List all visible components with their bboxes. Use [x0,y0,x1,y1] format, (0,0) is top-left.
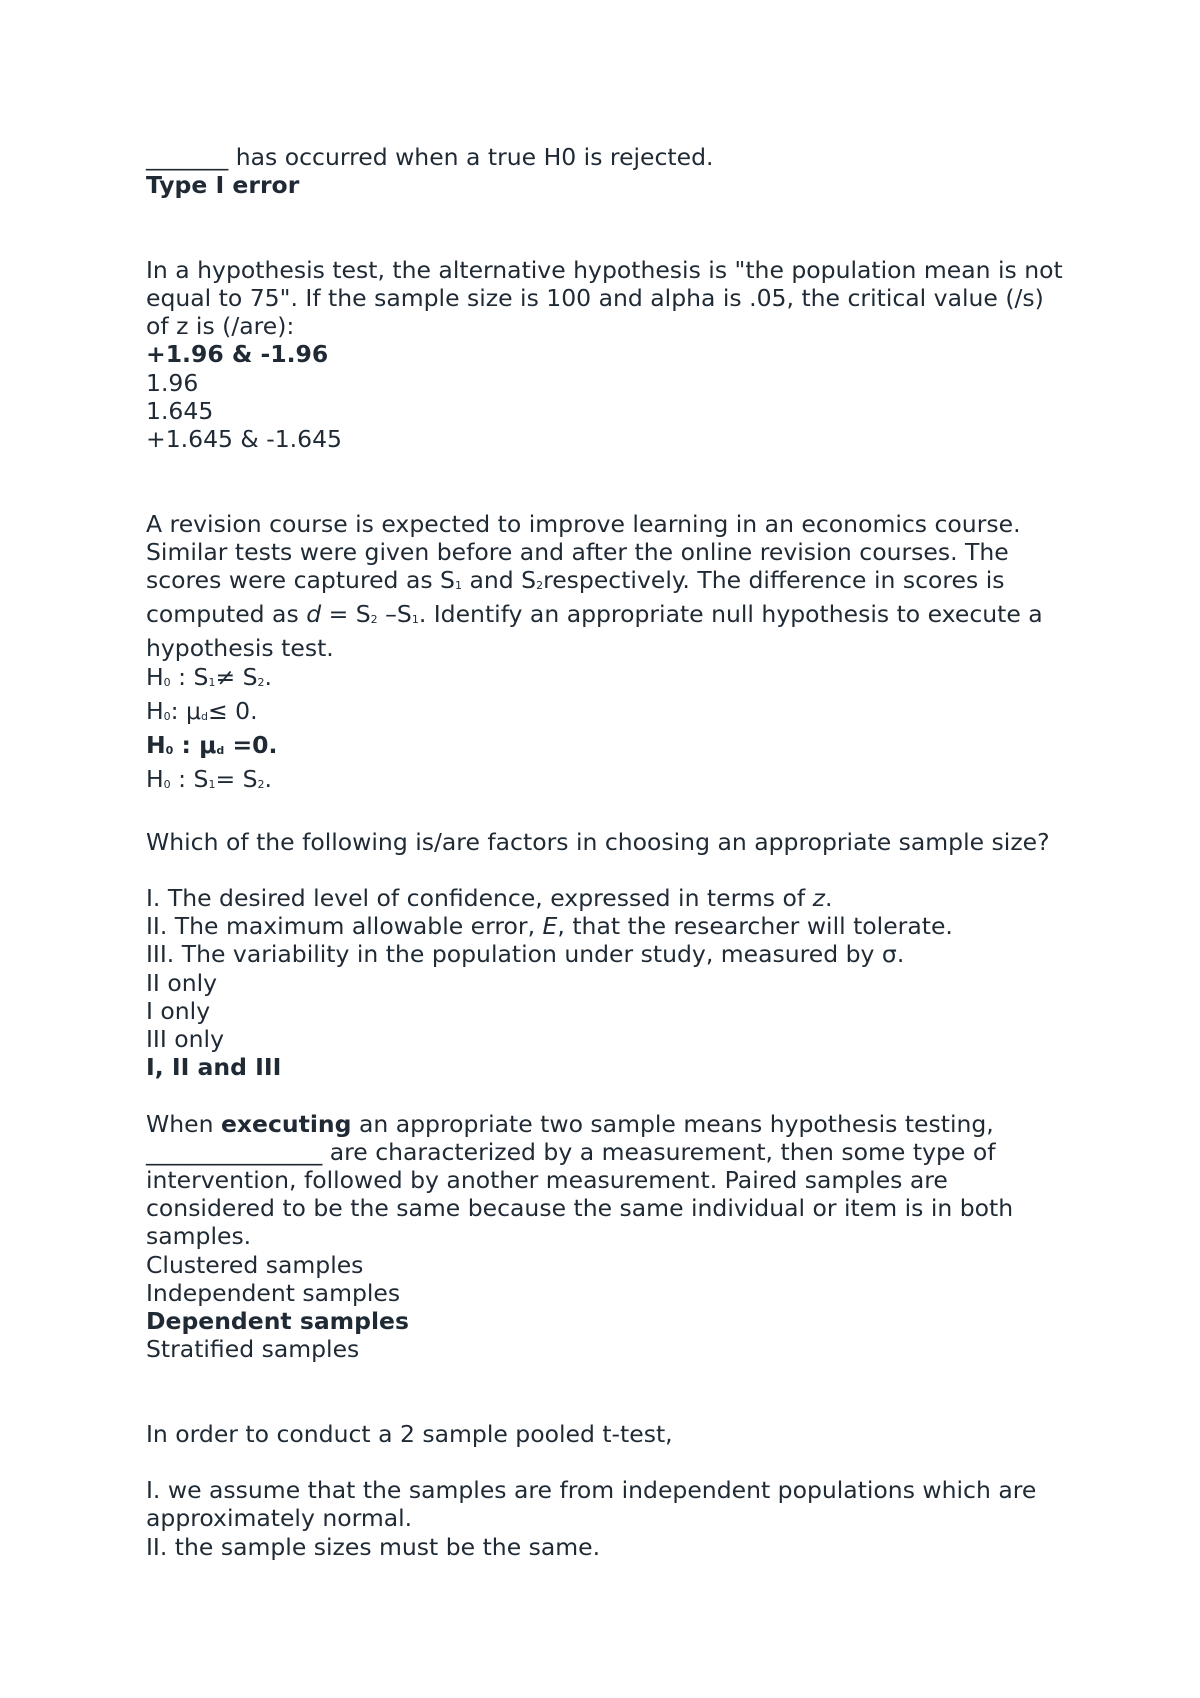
spacer [146,799,1066,827]
question-5 [146,1110,1066,1364]
question-4-option-2: I only [146,996,211,1025]
question-6-item-1: I. we assume that the samples are from independent populations which are approximately normal. [146,1476,1037,1533]
question-4-stem: Which of the following is/are factors in choosing an appropriate sample size? [146,827,1050,856]
question-6 [146,1420,1066,1561]
question-1-stem: has occurred when a true H0 is rejected. [228,143,714,171]
question-2-option-1: +1.96 & -1.96 [146,340,329,369]
spacer [146,1363,1066,1419]
question-6-stem: In order to conduct a 2 sample pooled t-test, [146,1419,673,1448]
question-3-stem: A revision course is expected to improve learning in an economics course. Similar tests were given before and after the online revision courses. The scores were captured as S1 and S2respectively. The difference in scores is computed as d = S2 –S1. Identify an appropriate null hypothesis to execute a hypothesis test. [146,509,1043,663]
question-3-option-4: H0 : S1= S2. [146,765,273,794]
question-5-option-1: Clustered samples [146,1250,364,1279]
question-5-option-3: Dependent samples [146,1307,409,1336]
question-4-item-1: I. The desired level of confidence, expressed in terms of z. [146,884,833,913]
question-3-option-3: H0 : μd =0. [146,731,278,760]
question-5-blank: _______________ [146,1137,323,1166]
spacer [146,199,1066,255]
question-5-stem: _______________ are characterized by a measurement, then some type of intervention, followed by another measurement. Paired samples are considered to be the same because the same individual or item is in both samples. [146,1137,1014,1251]
spacer [146,453,1066,509]
d-symbol: d [306,600,322,629]
question-5-bold-word: executing [220,1109,352,1138]
spacer [146,856,1066,884]
spacer [146,1081,1066,1109]
question-5-option-2: Independent samples [146,1278,401,1307]
question-6-item-2: II. the sample sizes must be the same. [146,1532,601,1561]
question-4-option-4: I, II and III [146,1053,282,1082]
question-1-blank: _______ [146,143,229,171]
question-5-option-4: Stratified samples [146,1335,360,1364]
question-1-answer: Type I error [146,171,300,200]
document-page [146,143,1066,1561]
question-2-option-4: +1.645 & -1.645 [146,425,342,454]
question-2 [146,256,1066,453]
question-3-option-1: H0 : S1≠ S2. [146,662,273,691]
question-2-stem: In a hypothesis test, the alternative hypothesis is "the population mean is not equal to 75". If the sample size is 100 and alpha is .05, the critical value (/s) of z is (/are): [146,255,1063,341]
question-4-option-3: III only [146,1025,224,1054]
spacer [146,1448,1066,1476]
question-4-item-3: III. The variability in the population under study, measured by σ. [146,940,905,969]
question-4-item-2: II. The maximum allowable error, E, that the researcher will tolerate. [146,912,953,941]
question-1-text [146,143,1066,171]
question-3 [146,510,1066,800]
question-2-option-3: 1.645 [146,396,214,425]
question-3-option-2: H0: μd≤ 0. [146,696,258,725]
question-4-option-1: II only [146,968,218,997]
question-4 [146,828,1066,1082]
question-5-intro: When executing an appropriate two sample means hypothesis testing, [146,1109,994,1138]
question-2-option-2: 1.96 [146,368,199,397]
question-1 [146,143,1066,199]
